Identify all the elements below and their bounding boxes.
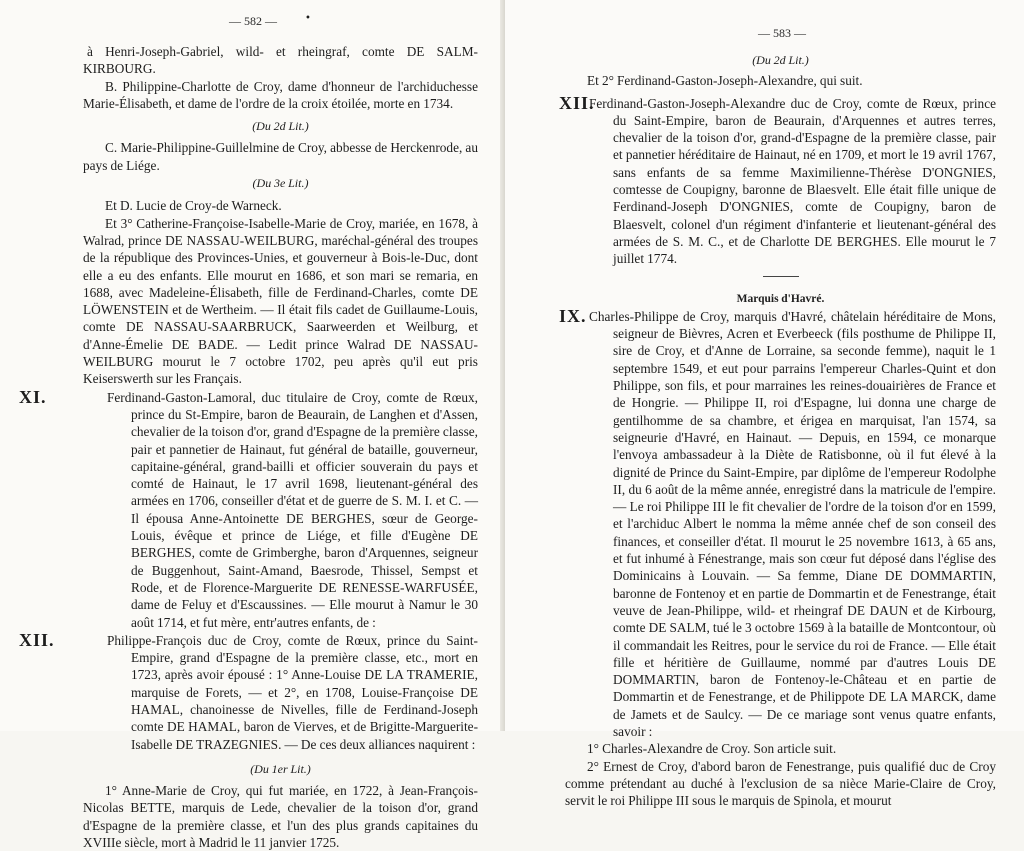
ink-speck: • [305,13,311,24]
genealogy-entry [19,386,478,631]
paragraph: 1° Charles-Alexandre de Croy. Son article suit. [587,741,837,757]
left-text-column [19,43,478,851]
paragraph: B. Philippine-Charlotte de Croy, dame d'honneur de l'archiduchesse Marie-Élisabeth, et dame de l'ordre de la croix étoilée, morte en 1734. [83,78,478,111]
right-text-column [559,52,996,809]
genealogy-entry [559,305,996,740]
sub-heading: (Du 2d Lit.) [752,53,809,67]
entry-text: Ferdinand-Gaston-Lamoral, duc titulaire de Croy, comte de Rœux, prince du St-Empire, baron de Beaurain, de Langhen et d'Assen, chevalier de la toison d'or, grand d'Espagne de la première classe, pair et pannetier de Hainaut, fut général de bataille, gouverneur, capitaine-général, grand-bailli et officier souverain du pays et comté de Hainaut, le 17 avril 1698, lieutenant-général des armées en 1706, conseiller d'état et de guerre de S. M. I. et C. — Il épousa Anne-Antoinette DE BERGHES, sœur de George-Louis, évêque et prince de Liége, et fille d'Eugène DE BERGHES, comte de Grimberghe, baron d'Arquennes, seigneur de Buggenhout, Saint-Amand, Baesrode, Thissel, Sempst et Rode, et de Florence-Marguerite DE RENESSE-WARFUSÉE, dame de Feluy et d'Escaussines. — Elle mourut à Namur le 30 août 1714, et fut mère, entr'autres enfants, de : [107,389,478,630]
paragraph: 1° Anne-Marie de Croy, qui fut mariée, en 1722, à Jean-François-Nicolas BETTE, marquis de Lede, chevalier de la toison d'or, grand d'Espagne de la première classe, et l'un des plus grands capitaines du XVIIIe siècle, mort à Madrid le 11 janvier 1725. [83,783,478,851]
paragraph: à Henri-Joseph-Gabriel, wild- et rheingraf, comte DE SALM-KIRBOURG. [83,44,478,77]
entry-text: Ferdinand-Gaston-Joseph-Alexandre duc de Croy, comte de Rœux, prince du Saint-Empire, baron de Beaurain, d'Arquennes et autres terres, chevalier de la toison d'or, grand-d'Espagne de la première classe, pair et pannetier héréditaire de Hainaut, né en 1709, et mort le 19 avril 1767, sans enfants de sa femme Maximilienne-Thérèse D'ONGNIES, comtesse de Coupigny, baronne de Blaesvelt. Elle était fille unique de Ferdinand-Joseph D'ONGNIES, comte de Coupigny, baron de Blaesvelt, colonel d'un régiment d'infanterie et lieutenant-général des armées de S. M. C., et de Charlotte DE BERGHES. Elle mourut le 7 juillet 1774. [589,95,996,267]
paragraph: C. Marie-Philippine-Guillelmine de Croy, abbesse de Herckenrode, au pays de Liége. [83,140,478,173]
generation-numeral: XII. [19,629,55,650]
section-heading: Marquis d'Havré. [736,292,825,305]
genealogy-entry [19,629,478,753]
paragraph: Et 3° Catherine-Françoise-Isabelle-Marie de Croy, mariée, en 1678, à Walrad, prince DE NASSAU-WEILBURG, maréchal-général des troupes de la république des Provinces-Unies, et gouverneur à Bois-le-Duc, dont elle a eu des enfants. Elle mourut en 1686, et son mari se remaria, en 1688, avec Madeleine-Élisabeth, fille de Ferdinand-Charles, comte DE LÖWENSTEIN et de Wertheim. — Il était fils cadet de Guillaume-Louis, comte DE NASSAU-SAARBRUCK, Saarweerden et Weilburg, et d'Anne-Émelie DE BADE. — Ledit prince Walrad DE NASSAU-WEILBURG mourut le 7 octobre 1702, peu après qu'il eut pris Keiserswerth sur les Français. [83,215,478,387]
generation-numeral: IX. [559,305,587,326]
generation-numeral: XI. [19,386,47,407]
section-divider [763,276,799,277]
sub-heading: (Du 2d Lit.) [252,119,309,134]
entry-text: Philippe-François duc de Croy, comte de Rœux, prince du Saint-Empire, grand d'Espagne de la première classe, etc., mort en 1723, après avoir épousé : 1° Anne-Louise DE LA TRAMERIE, marquise de Forets, — et 2°, en 1708, Louise-Françoise DE HAMAL, chanoinesse de Nivelles, fille de Ferdinand-Joseph comte DE HAMAL, baron de Vierves, et de Brigitte-Marguerite-Isabelle DE TRAZEGNIES. — De ces deux alliances naquirent : [107,632,478,752]
sub-heading: (Du 3e Lit.) [252,176,309,191]
page-number-right: — 583 — [758,26,806,40]
entry-text: Charles-Philippe de Croy, marquis d'Havré, châtelain héréditaire de Mons, seigneur de Bièvres, Acren et Everbeeck (fils posthume de Philippe II, sire de Croy, et d'Anne de Lorraine, sa seconde femme), naquit le 1 septembre 1549, et eut pour parrains l'empereur Charles-Quint et don Philippe, son fils, et pour marraines les reines-douairières de France et de Hongrie. — Philippe II, roi d'Espagne, lui donna une charge de gentilhomme de sa chambre, et érigea en marquisat, l'an 1574, sa seigneurie d'Havré, en Hainaut. — Depuis, en 1594, ce monarque l'envoya ambassadeur à la Diète de Ratisbonne, où il fut élevé à la dignité de Prince du Saint-Empire, par diplôme de l'empereur Rodolphe II, du 6 août de la même année, enregistré dans la matricule de l'empire. — Le roi Philippe III le fit chevalier de l'ordre de la toison d'or en 1599, et l'archiduc Albert le nomma la même année chef de son conseil des finances, et conseiller d'état. Il mourut le 25 novembre 1613, à 65 ans, et fut inhumé à Fénestrange, mais son cœur fut déposé dans l'église des Dominicains à Louvain. — Sa femme, Diane DE DOMMARTIN, baronne de Fontenoy et en partie de Dommartin et de Fenestrange, était veuve de Jean-Philippe, wild- et rheingraf DE DAUN et de Kirbourg, comte DE SALM, tué le 3 octobre 1569 à la bataille de Montcontour, où il commandait les Reitres, pour le service du roi de France. — Elle était fille et héritière de Guillaume, nommé par d'autres Louis DE DOMMARTIN, baron de Fontenoy-le-Château et en partie de Dommartin et de Fenestrange, et de Philippote DE LA MARCK, dame de Jamets et de Saulcy. — De ce mariage sont venus quatre enfants, savoir : [589,308,996,739]
generation-numeral: XII. [559,92,595,113]
page-number-left: — 582 — [229,14,277,28]
paragraph: 2° Ernest de Croy, d'abord baron de Fenestrange, puis qualifié duc de Croy comme prétendant au duché à l'exclusion de sa nièce Marie-Claire de Croy, servit le roi Philippe III sous le marquis de Spinola, et mourut [565,758,996,809]
paragraph: Et D. Lucie de Croy-de Warneck. [105,198,282,214]
left-page [0,0,505,851]
paragraph: Et 2° Ferdinand-Gaston-Joseph-Alexandre, qui suit. [587,73,863,89]
right-page [505,0,1024,809]
sub-heading: (Du 1er Lit.) [250,761,311,776]
genealogy-entry [559,92,996,268]
